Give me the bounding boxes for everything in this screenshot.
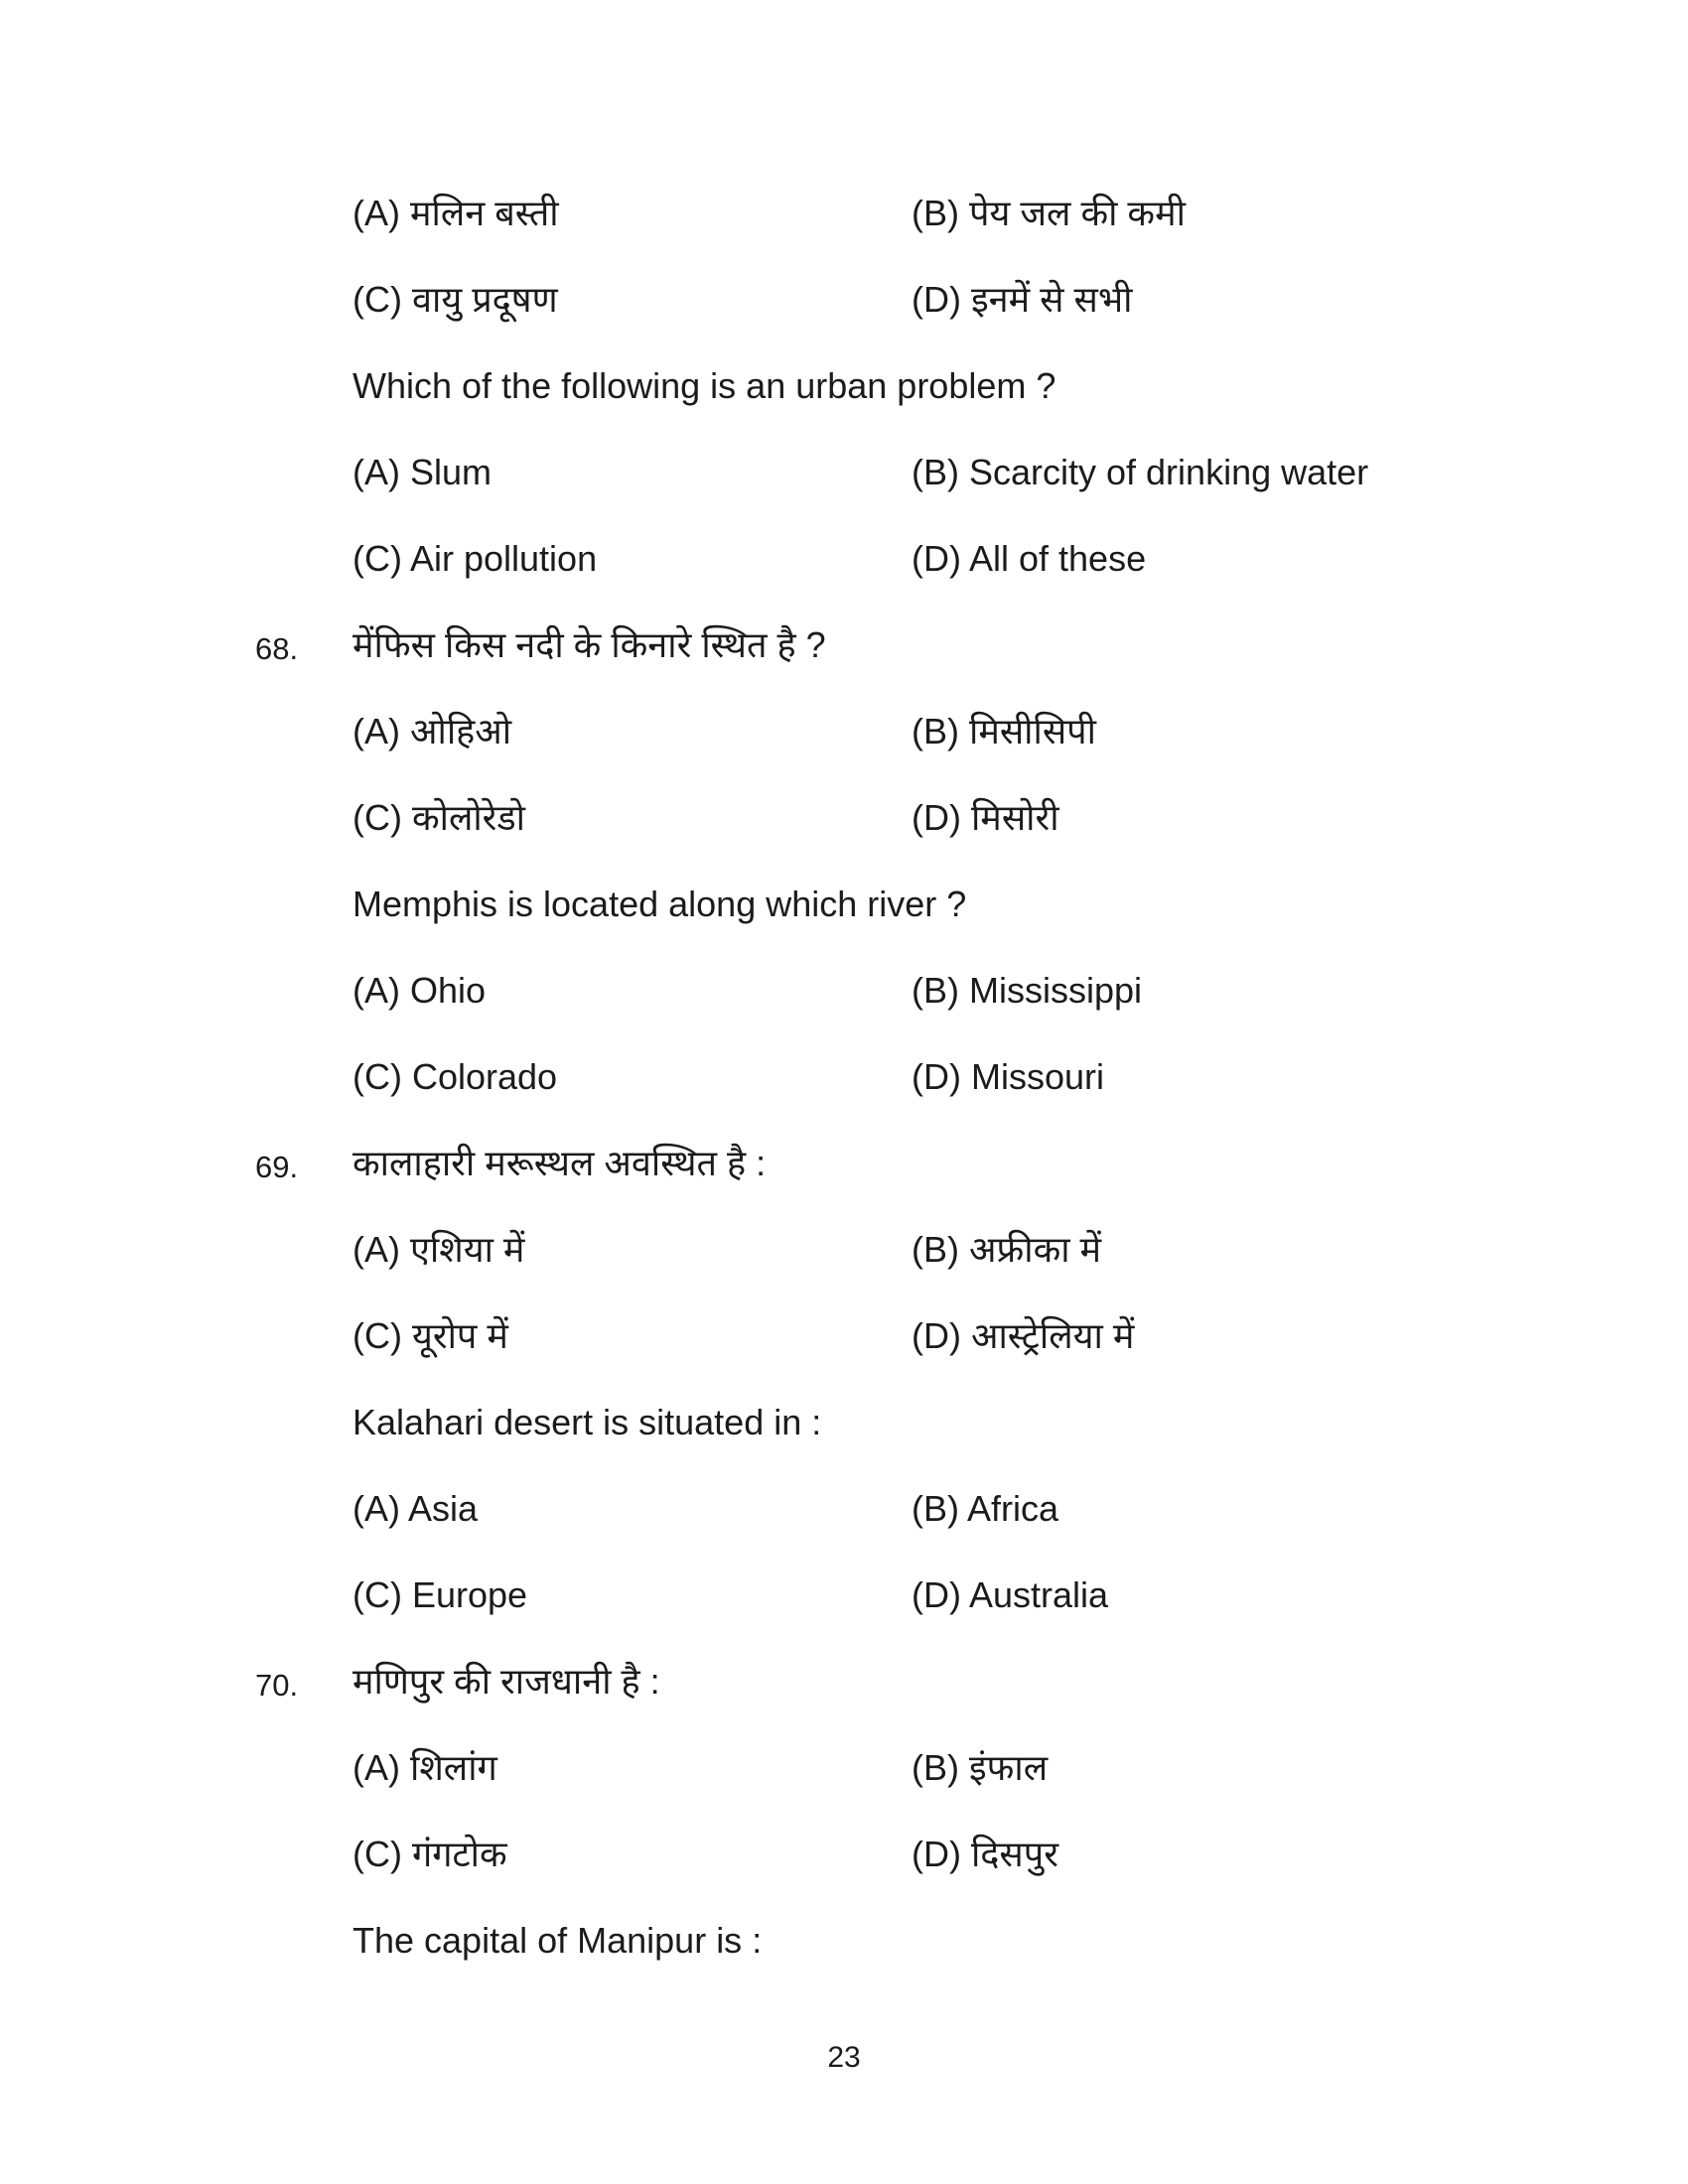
question-text-hindi: कालाहारी मरूस्थल अवस्थित है : bbox=[352, 1143, 767, 1183]
option-b-english: (B) Mississippi bbox=[912, 970, 1143, 1011]
page-content bbox=[0, 191, 1688, 2004]
option-c-hindi: (C) गंगटोक bbox=[352, 1834, 507, 1874]
option-row bbox=[0, 1572, 1688, 1659]
question-row bbox=[0, 363, 1688, 450]
option-row bbox=[0, 450, 1688, 536]
option-d-english: (D) Australia bbox=[912, 1574, 1109, 1615]
question-row bbox=[0, 1918, 1688, 2004]
option-row bbox=[0, 191, 1688, 277]
option-b-hindi: (B) पेय जल की कमी bbox=[912, 193, 1186, 233]
option-row bbox=[0, 1054, 1688, 1141]
question-number: 69. bbox=[255, 1150, 299, 1184]
question-text-english: Which of the following is an urban problem ? bbox=[352, 365, 1056, 406]
option-row bbox=[0, 1227, 1688, 1313]
question-block-69 bbox=[0, 1141, 1688, 1659]
page-number: 23 bbox=[827, 2041, 861, 2074]
option-c-english: (C) Europe bbox=[352, 1574, 528, 1615]
question-text-hindi: मणिपुर की राजधानी है : bbox=[352, 1661, 660, 1702]
option-row bbox=[0, 1745, 1688, 1832]
option-a-hindi: (A) शिलांग bbox=[352, 1747, 497, 1788]
question-number: 70. bbox=[255, 1668, 299, 1703]
option-d-hindi: (D) इनमें से सभी bbox=[912, 279, 1133, 320]
option-b-hindi: (B) इंफाल bbox=[912, 1747, 1049, 1788]
question-text-english: The capital of Manipur is : bbox=[352, 1920, 763, 1961]
question-text-english: Memphis is located along which river ? bbox=[352, 884, 967, 924]
option-b-english: (B) Africa bbox=[912, 1488, 1059, 1529]
option-row bbox=[0, 1486, 1688, 1572]
option-d-english: (D) Missouri bbox=[912, 1056, 1104, 1097]
question-block-68 bbox=[0, 622, 1688, 1141]
option-a-hindi: (A) ओहिओ bbox=[352, 711, 512, 751]
question-row bbox=[0, 622, 1688, 709]
option-a-english: (A) Slum bbox=[352, 452, 492, 492]
option-row bbox=[0, 277, 1688, 363]
question-block-67-partial bbox=[0, 191, 1688, 622]
option-c-hindi: (C) कोलोरेडो bbox=[352, 797, 525, 838]
option-a-english: (A) Asia bbox=[352, 1488, 479, 1529]
question-text-english: Kalahari desert is situated in : bbox=[352, 1402, 822, 1442]
option-row bbox=[0, 1832, 1688, 1918]
option-row bbox=[0, 1313, 1688, 1400]
question-row bbox=[0, 882, 1688, 968]
option-b-hindi: (B) अफ्रीका में bbox=[912, 1229, 1102, 1270]
option-c-hindi: (C) यूरोप में bbox=[352, 1315, 508, 1356]
option-b-hindi: (B) मिसीसिपी bbox=[912, 711, 1096, 751]
option-a-english: (A) Ohio bbox=[352, 970, 487, 1011]
option-row bbox=[0, 795, 1688, 882]
question-number: 68. bbox=[255, 631, 299, 666]
question-text-hindi: मेंफिस किस नदी के किनारे स्थित है ? bbox=[352, 624, 826, 665]
option-d-hindi: (D) दिसपुर bbox=[912, 1834, 1058, 1874]
option-c-hindi: (C) वायु प्रदूषण bbox=[352, 279, 558, 320]
option-b-english: (B) Scarcity of drinking water bbox=[912, 452, 1369, 492]
option-c-english: (C) Colorado bbox=[352, 1056, 558, 1097]
option-d-english: (D) All of these bbox=[912, 538, 1147, 579]
option-c-english: (C) Air pollution bbox=[352, 538, 598, 579]
option-d-hindi: (D) मिसोरी bbox=[912, 797, 1059, 838]
option-row bbox=[0, 536, 1688, 622]
option-a-hindi: (A) एशिया में bbox=[352, 1229, 525, 1270]
option-row bbox=[0, 709, 1688, 795]
question-row bbox=[0, 1400, 1688, 1486]
question-block-70 bbox=[0, 1659, 1688, 2004]
question-row bbox=[0, 1141, 1688, 1227]
option-d-hindi: (D) आस्ट्रेलिया में bbox=[912, 1315, 1135, 1356]
question-row bbox=[0, 1659, 1688, 1745]
option-row bbox=[0, 968, 1688, 1054]
option-a-hindi: (A) मलिन बस्ती bbox=[352, 193, 559, 233]
